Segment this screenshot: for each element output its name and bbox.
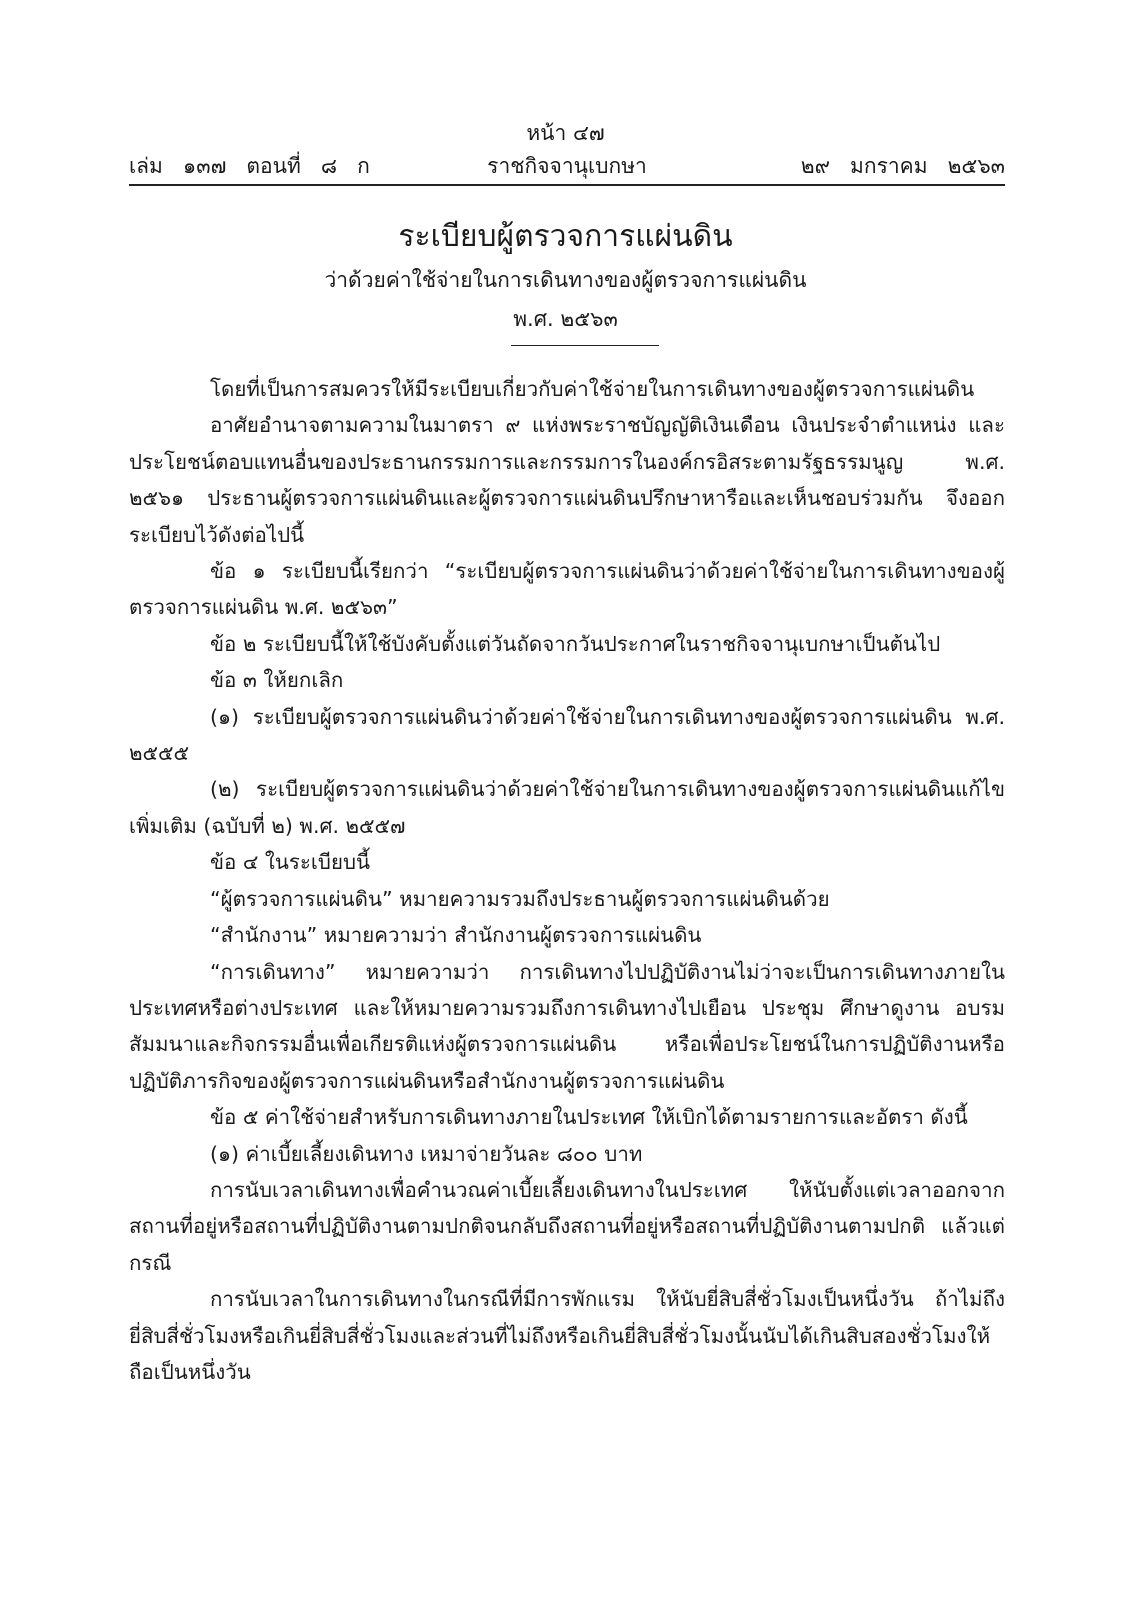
- clause-2: ข้อ ๒ ระเบียบนี้ให้ใช้บังคับตั้งแต่วันถัดจากวันประกาศในราชกิจจานุเบกษาเป็นต้นไป: [210, 631, 941, 656]
- travel-time-paragraph: การนับเวลาเดินทางเพื่อคำนวณค่าเบี้ยเลี้ยงเดินทางในประเทศ ให้นับตั้งแต่เวลาออกจากสถานที่อยู่หรือสถานที่ปฏิบัติงานตามปกติจนกลับถึงสถานที่อยู่หรือสถานที่ปฏิบัติงานตามปกติ แล้วแต่กรณี: [129, 1177, 1005, 1275]
- volume-issue: เล่ม ๑๓๗ ตอนที่ ๘ ก: [129, 154, 370, 178]
- document-body: [129, 371, 1005, 1390]
- definition-travel: “การเดินทาง” หมายความว่า การเดินทางไปปฏิบัติงานไม่ว่าจะเป็นการเดินทางภายในประเทศหรือต่างประเทศ และให้หมายความรวมถึงการเดินทางไปเยือน ประชุม ศึกษาดูงาน อบรม สัมมนาและกิจกรรมอื่นเพื่อเกียรติแห่งผู้ตรวจการแผ่นดิน หรือเพื่อประโยชน์ในการปฏิบัติงานหรือปฏิบัติภารกิจของผู้ตรวจการแผ่นดินหรือสำนักงานผู้ตรวจการแผ่นดิน: [129, 959, 1005, 1093]
- clause-3: ข้อ ๓ ให้ยกเลิก: [210, 668, 344, 693]
- clause-3-item-1: (๑) ระเบียบผู้ตรวจการแผ่นดินว่าด้วยค่าใช้จ่ายในการเดินทางของผู้ตรวจการแผ่นดิน พ.ศ. ๒๕๕๕: [129, 704, 1005, 766]
- page-number: หน้า ๔๗: [526, 121, 605, 145]
- publication-date: ๒๙ มกราคม ๒๕๖๓: [800, 154, 1005, 178]
- preamble-paragraph: โดยที่เป็นการสมควรให้มีระเบียบเกี่ยวกับค่าใช้จ่ายในการเดินทางของผู้ตรวจการแผ่นดิน: [210, 377, 975, 401]
- document-subtitle: ว่าด้วยค่าใช้จ่ายในการเดินทางของผู้ตรวจการแผ่นดิน: [324, 268, 807, 292]
- authority-paragraph: อาศัยอำนาจตามความในมาตรา ๙ แห่งพระราชบัญญัติเงินเดือน เงินประจำตำแหน่ง และประโยชน์ตอบแทนอื่นของประธานกรรมการและกรรมการในองค์กรอิสระตามรัฐธรรมนูญ พ.ศ. ๒๕๖๑ ประธานผู้ตรวจการแผ่นดินและผู้ตรวจการแผ่นดินปรึกษาหารือและเห็นชอบร่วมกัน จึงออกระเบียบไว้ดังต่อไปนี้: [129, 413, 1005, 547]
- document-title: ระเบียบผู้ตรวจการแผ่นดิน: [398, 219, 733, 254]
- header-rule: [129, 184, 1005, 186]
- clause-4: ข้อ ๔ ในระเบียบนี้: [210, 850, 370, 875]
- definition-office: “สำนักงาน” หมายความว่า สำนักงานผู้ตรวจการแผ่นดิน: [210, 923, 702, 948]
- definition-ombudsman: “ผู้ตรวจการแผ่นดิน” หมายความรวมถึงประธานผู้ตรวจการแผ่นดินด้วย: [210, 886, 830, 911]
- gazette-name: ราชกิจจานุเบกษา: [487, 154, 647, 178]
- clause-1: ข้อ ๑ ระเบียบนี้เรียกว่า “ระเบียบผู้ตรวจการแผ่นดินว่าด้วยค่าใช้จ่ายในการเดินทางของผู้ตรวจการแผ่นดิน พ.ศ. ๒๕๖๓”: [129, 559, 1005, 620]
- overnight-paragraph: การนับเวลาในการเดินทางในกรณีที่มีการพักแรม ให้นับยี่สิบสี่ชั่วโมงเป็นหนึ่งวัน ถ้าไม่ถึงยี่สิบสี่ชั่วโมงหรือเกินยี่สิบสี่ชั่วโมงและส่วนที่ไม่ถึงหรือเกินยี่สิบสี่ชั่วโมงนั้นนับได้เกินสิบสองชั่วโมงให้ถือเป็นหนึ่งวัน: [129, 1287, 1005, 1384]
- clause-5: ข้อ ๕ ค่าใช้จ่ายสำหรับการเดินทางภายในประเทศ ให้เบิกได้ตามรายการและอัตรา ดังนี้: [210, 1105, 968, 1130]
- title-underline: [511, 345, 659, 346]
- clause-5-item-1: (๑) ค่าเบี้ยเลี้ยงเดินทาง เหมาจ่ายวันละ ๘๐๐ บาท: [210, 1141, 643, 1166]
- document-year: พ.ศ. ๒๕๖๓: [513, 307, 618, 331]
- clause-3-item-2: (๒) ระเบียบผู้ตรวจการแผ่นดินว่าด้วยค่าใช้จ่ายในการเดินทางของผู้ตรวจการแผ่นดินแก้ไขเพิ่มเติม (ฉบับที่ ๒) พ.ศ. ๒๕๕๗: [129, 777, 1005, 838]
